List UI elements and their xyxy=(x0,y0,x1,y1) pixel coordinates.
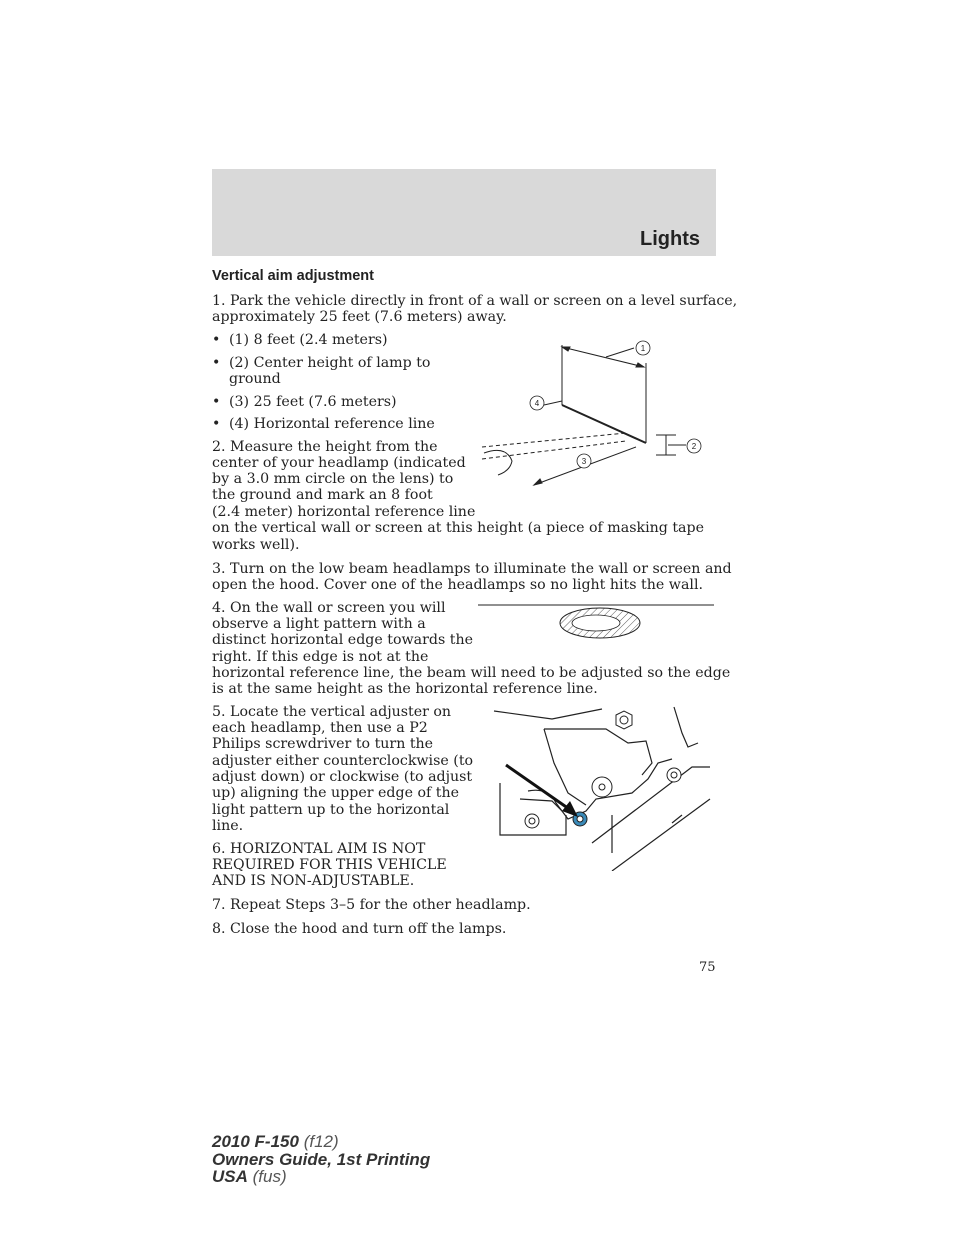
bullet-dot-icon: • xyxy=(212,355,221,371)
step-2-line-5: (2.4 meter) horizontal reference line xyxy=(212,504,476,520)
chapter-header-band xyxy=(212,169,716,256)
bullet-text: (1) 8 feet (2.4 meters) xyxy=(229,332,388,348)
chapter-title: Lights xyxy=(640,228,700,250)
step-4-line-2: observe a light pattern with a xyxy=(212,616,426,632)
bullet-dot-icon: • xyxy=(212,416,221,432)
page-number: 75 xyxy=(699,960,716,975)
fastener-center xyxy=(529,818,535,824)
step-2-line-3: by a 3.0 mm circle on the lens) to xyxy=(212,471,454,487)
step-4-line-1: 4. On the wall or screen you will xyxy=(212,600,446,616)
footer-guide: Owners Guide, 1st Printing xyxy=(212,1149,431,1169)
step-1-line-1: 1. Park the vehicle directly in front of a wall or screen on a level surface, xyxy=(212,293,738,309)
step-5-line-7: light pattern up to the horizontal xyxy=(212,802,450,818)
step-5-line-1: 5. Locate the vertical adjuster on xyxy=(212,704,452,720)
footer-region: USA xyxy=(212,1167,248,1186)
step-5-line-2: each headlamp, then use a P2 xyxy=(212,720,428,736)
bracket-outline xyxy=(544,729,652,775)
beam-line-upper xyxy=(482,433,626,447)
footer-model-code: (f12) xyxy=(303,1132,339,1151)
arrowhead-icon xyxy=(562,347,570,351)
step-5-line-5: adjust down) or clockwise (to adjust xyxy=(212,769,473,785)
footer-line-2 xyxy=(212,1151,430,1169)
aim-distance-diagram xyxy=(476,335,716,495)
housing-right-edge xyxy=(674,707,698,747)
step-7: 7. Repeat Steps 3–5 for the other headlamp. xyxy=(212,897,531,913)
callout-3-label: 3 xyxy=(581,457,587,466)
step-6-line-2: REQUIRED FOR THIS VEHICLE xyxy=(212,857,447,873)
footer-model: 2010 F-150 xyxy=(212,1132,299,1151)
light-pattern-diagram xyxy=(478,600,716,650)
headlamp-outline xyxy=(484,450,512,475)
hood-edge-lower xyxy=(612,799,710,871)
step-2-line-7: works well). xyxy=(212,537,300,553)
step-4-line-5: horizontal reference line, the beam will need to be adjusted so the edge xyxy=(212,665,731,681)
arrowhead-icon xyxy=(534,479,542,485)
footer-line-3 xyxy=(212,1168,430,1186)
hood-slot xyxy=(672,815,682,823)
step-5-line-3: Philips screwdriver to turn the xyxy=(212,736,434,752)
bolt-center xyxy=(599,784,605,790)
step-3-line-1: 3. Turn on the low beam headlamps to illuminate the wall or screen and xyxy=(212,561,732,577)
light-pattern-hotspot xyxy=(572,615,620,631)
footer-region-code: (fus) xyxy=(252,1167,287,1186)
step-8: 8. Close the hood and turn off the lamps. xyxy=(212,921,507,937)
step-5-line-6: up) aligning the upper edge of the xyxy=(212,785,460,801)
arrowhead-icon xyxy=(636,363,644,367)
step-6-line-3: AND IS NON-ADJUSTABLE. xyxy=(212,873,415,889)
step-2-line-6: on the vertical wall or screen at this height (a piece of masking tape xyxy=(212,520,704,536)
step-3-line-2: open the hood. Cover one of the headlamps so no light hits the wall. xyxy=(212,577,703,593)
section-title: Vertical aim adjustment xyxy=(212,268,374,284)
nut-hole xyxy=(620,716,628,724)
step-2-line-1: 2. Measure the height from the xyxy=(212,439,438,455)
step-2-line-4: the ground and mark an 8 foot xyxy=(212,487,433,503)
callout-1-label: 1 xyxy=(640,344,646,353)
bullet-text: (4) Horizontal reference line xyxy=(229,416,435,432)
step-4-line-4: right. If this edge is not at the xyxy=(212,649,429,665)
horizontal-reference-line xyxy=(562,405,646,443)
step-5-line-4: adjuster either counterclockwise (to xyxy=(212,753,474,769)
beam-line-lower xyxy=(482,441,626,459)
step-4-line-6: is at the same height as the horizontal reference line. xyxy=(212,681,598,697)
callout-2-label: 2 xyxy=(691,442,697,451)
dimension-1-line xyxy=(562,347,644,367)
vertical-adjuster-diagram xyxy=(492,703,714,871)
bracket-left-edge xyxy=(544,729,586,805)
leader-line xyxy=(544,401,562,405)
bullet-text: (3) 25 feet (7.6 meters) xyxy=(229,394,397,410)
footer-line-1 xyxy=(212,1133,430,1151)
step-6-line-1: 6. HORIZONTAL AIM IS NOT xyxy=(212,841,426,857)
housing-top-edge xyxy=(494,709,602,719)
hood-edge-upper xyxy=(592,767,710,843)
step-4-line-3: distinct horizontal edge towards the xyxy=(212,632,473,648)
bullet-dot-icon: • xyxy=(212,394,221,410)
footer xyxy=(212,1133,430,1186)
pointer-arrow xyxy=(506,765,572,811)
leader-line xyxy=(606,348,634,357)
callout-4-label: 4 xyxy=(534,399,540,408)
bullet-dot-icon: • xyxy=(212,332,221,348)
step-2-line-2: center of your headlamp (indicated xyxy=(212,455,466,471)
bullet-text: (2) Center height of lamp to ground xyxy=(229,355,431,388)
step-1-line-2: approximately 25 feet (7.6 meters) away. xyxy=(212,309,507,325)
step-5-line-8: line. xyxy=(212,818,244,834)
fastener-center xyxy=(671,772,677,778)
